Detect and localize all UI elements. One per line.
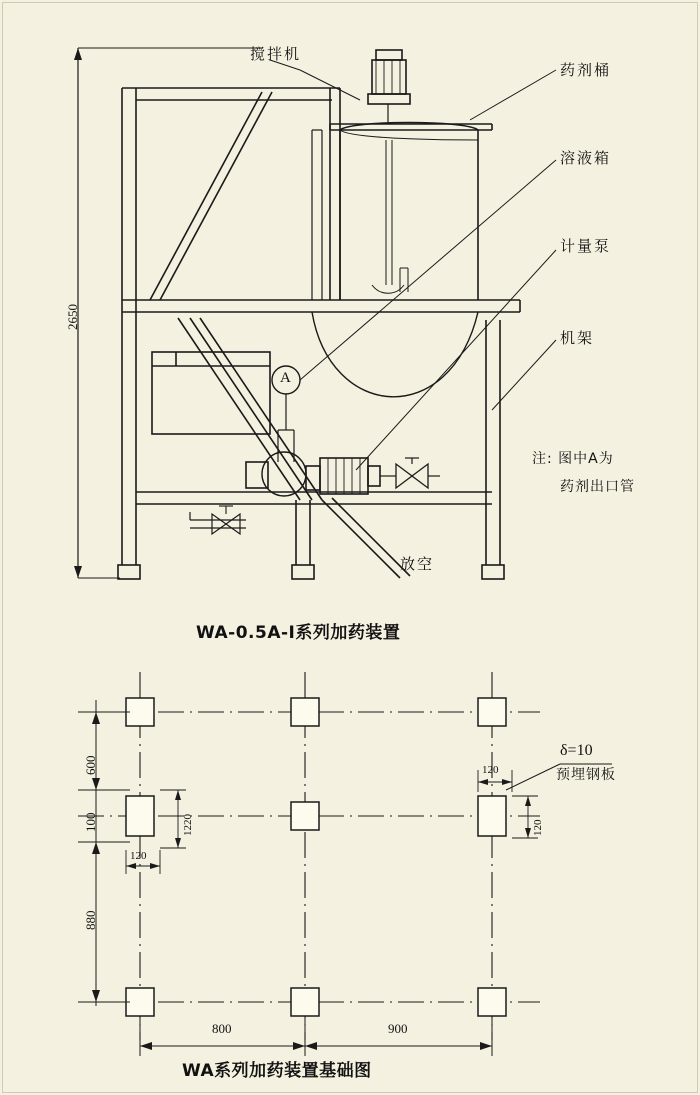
- callout-frame: 机架: [560, 329, 595, 347]
- plate-dim-120-right: 120: [532, 819, 544, 836]
- elevation-height-dimension: 2650: [65, 304, 80, 330]
- callout-metering-pump: 计量泵: [560, 237, 612, 255]
- foundation-dim-100: 100: [83, 812, 98, 832]
- foundation-caption: WA系列加药装置基础图: [182, 1061, 372, 1081]
- plate-dim-120-top: 120: [482, 764, 499, 776]
- foundation-dim-800: 800: [212, 1021, 232, 1036]
- elevation-caption: WA-0.5A-I系列加药装置: [196, 623, 401, 643]
- plate-dim-1220: 1220: [182, 814, 194, 836]
- foundation-dim-880: 880: [83, 910, 98, 930]
- callout-chemical-barrel: 药剂桶: [560, 61, 612, 79]
- foundation-dim-900: 900: [388, 1021, 408, 1036]
- elevation-note-line-2: 药剂出口管: [560, 479, 635, 495]
- plate-dim-120-left: 120: [130, 850, 147, 862]
- elevation-note-line-1: 注: 图中A为: [532, 451, 614, 467]
- callout-solution-tank: 溶液箱: [560, 149, 612, 167]
- outlet-marker-a: A: [280, 370, 291, 386]
- plate-material-note: 预埋钢板: [556, 767, 616, 783]
- plate-thickness-note: δ=10: [560, 742, 593, 759]
- callout-vent: 放空: [400, 555, 435, 573]
- callout-mixer: 搅拌机: [250, 45, 302, 63]
- foundation-dim-600: 600: [83, 755, 98, 775]
